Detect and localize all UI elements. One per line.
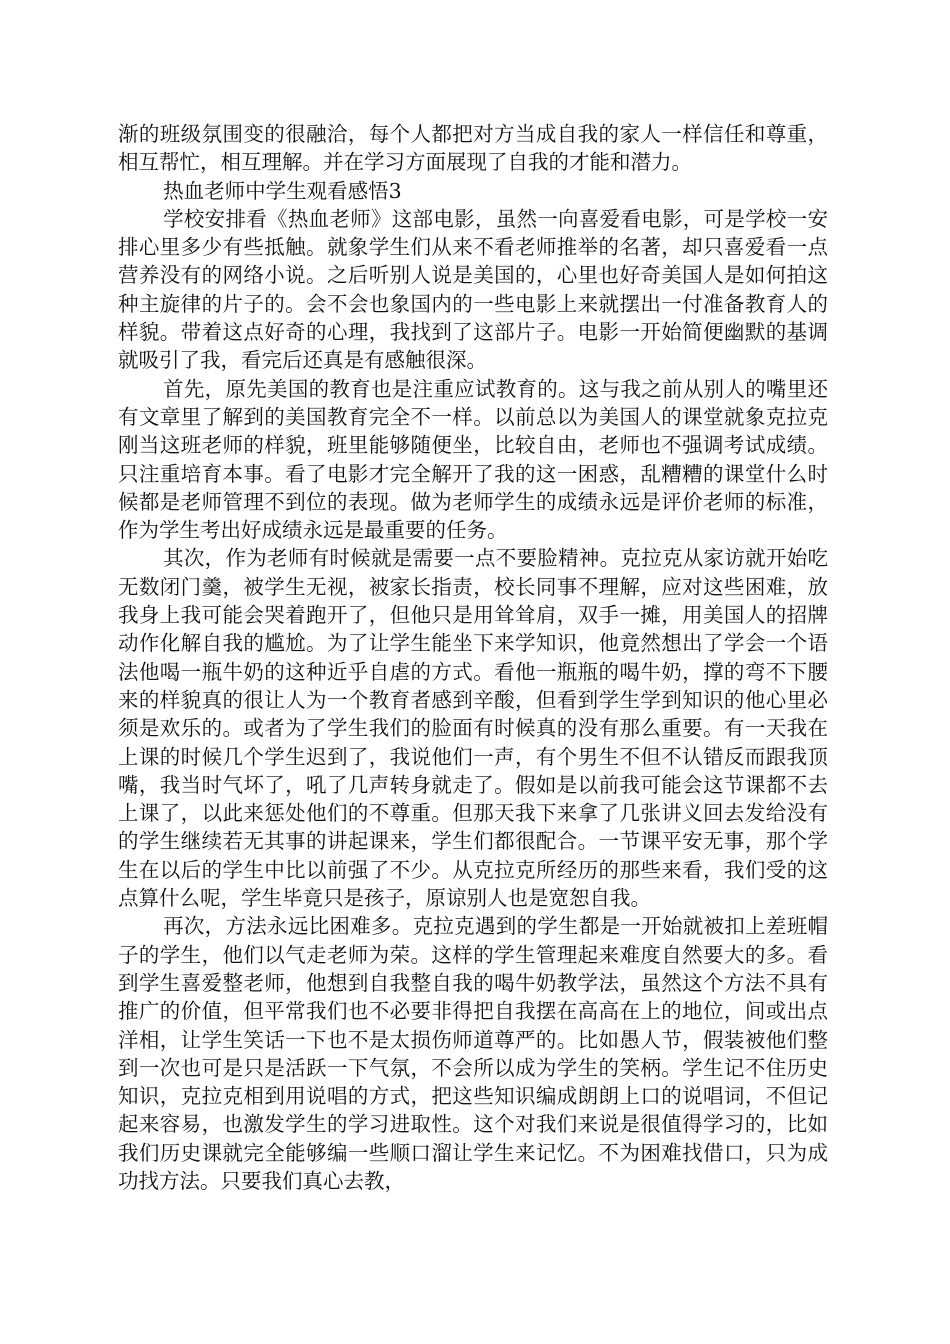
paragraph: 首先，原先美国的教育也是注重应试教育的。这与我之前从别人的嘴里还有文章里了解到的美国教育完全不一样。以前总以为美国人的课堂就象克拉克刚当这班老师的样貌，班里能够随便坐，比较自由，老师也不强调考试成绩。只注重培育本事。看了电影才完全解开了我的这一困惑，乱糟糟的课堂什么时候都是老师管理不到位的表现。做为老师学生的成绩永远是评价老师的标准，作为学生考出好成绩永远是最重要的任务。 <box>118 376 828 543</box>
paragraph: 学校安排看《热血老师》这部电影，虽然一向喜爱看电影，可是学校一安排心里多少有些抵触。就象学生们从来不看老师推举的名著，却只喜爱看一点营养没有的网络小说。之后听别人说是美国的，心里也好奇美国人是如何拍这种主旋律的片子的。会不会也象国内的一些电影上来就摆出一付准备教育人的样貌。带着这点好奇的心理，我找到了这部片子。电影一开始简便幽默的基调就吸引了我，看完后还真是有感触很深。 <box>118 206 828 373</box>
document-body <box>118 120 828 1195</box>
paragraph: 再次，方法永远比困难多。克拉克遇到的学生都是一开始就被扣上差班帽子的学生，他们以气走老师为荣。这样的学生管理起来难度自然要大的多。看到学生喜爱整老师，他想到自我整自我的喝牛奶教学法，虽然这个方法不具有推广的价值，但平常我们也不必要非得把自我摆在高高在上的地位，间或出点洋相，让学生笑话一下也不是太损伤师道尊严的。比如愚人节，假装被他们整到一次也可是只是活跃一下气氛，不会所以成为学生的笑柄。学生记不住历史知识，克拉克相到用说唱的方式，把这些知识编成朗朗上口的说唱词，不但记起来容易，也激发学生的学习进取性。这个对我们来说是很值得学习的，比如我们历史课就完全能够编一些顺口溜让学生来记忆。不为困难找借口，只为成功找方法。只要我们真心去教， <box>118 914 828 1193</box>
paragraph-continued: 渐的班级氛围变的很融洽，每个人都把对方当成自我的家人一样信任和尊重，相互帮忙，相互理解。并在学习方面展现了自我的才能和潜力。 <box>118 122 828 175</box>
section-heading: 热血老师中学生观看感悟3 <box>163 178 402 203</box>
paragraph: 其次，作为老师有时候就是需要一点不要脸精神。克拉克从家访就开始吃无数闭门羹，被学生无视，被家长指责，校长同事不理解，应对这些困难，放我身上我可能会哭着跑开了，但他只是用耸耸肩，双手一摊，用美国人的招牌动作化解自我的尴尬。为了让学生能坐下来学知识，他竟然想出了学会一个语法他喝一瓶牛奶的这种近乎自虐的方式。看他一瓶瓶的喝牛奶，撑的弯不下腰来的样貌真的很让人为一个教育者感到辛酸，但看到学生学到知识的他心里必须是欢乐的。或者为了学生我们的脸面有时候真的没有那么重要。有一天我在上课的时候几个学生迟到了，我说他们一声，有个男生不但不认错反而跟我顶嘴，我当时气坏了，吼了几声转身就走了。假如是以前我可能会这节课都不去上课了，以此来惩处他们的不尊重。但那天我下来拿了几张讲义回去发给没有的学生继续若无其事的讲起课来，学生们都很配合。一节课平安无事，那个学生在以后的学生中比以前强了不少。从克拉克所经历的那些来看，我们受的这点算什么呢，学生毕竟只是孩子，原谅别人也是宽恕自我。 <box>118 546 828 911</box>
